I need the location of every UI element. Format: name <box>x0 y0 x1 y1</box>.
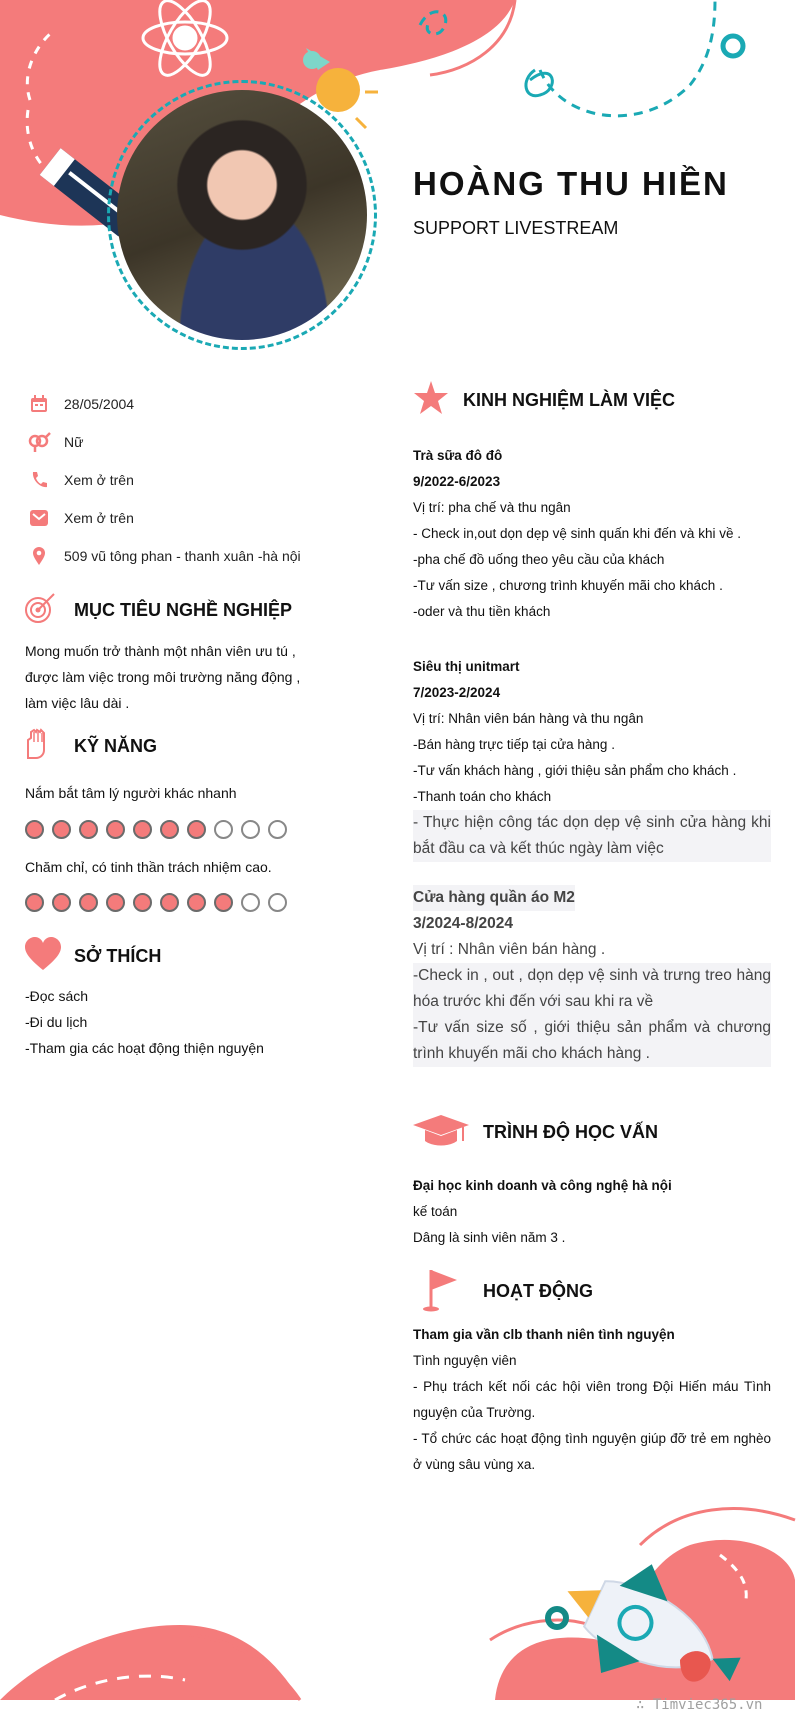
candidate-title: SUPPORT LIVESTREAM <box>413 218 619 238</box>
rating-dot-filled <box>52 820 71 839</box>
objective-heading: MỤC TIÊU NGHỀ NGHIỆP <box>74 600 293 620</box>
activity-line: - Tổ chức các hoạt động tình nguyện giúp đỡ trẻ em nghèo ở vùng sâu vùng xa. <box>413 1431 771 1472</box>
rating-dot-filled <box>79 893 98 912</box>
contact-gender-value: Nữ <box>64 434 84 450</box>
contact-list <box>26 385 301 575</box>
objective-line: làm việc lâu dài . <box>25 695 130 711</box>
job-line: -oder và thu tiền khách <box>413 604 551 619</box>
hobbies-heading: SỞ THÍCH <box>74 946 162 966</box>
hobbies-section-header <box>24 937 161 976</box>
job-line: - Check in,out dọn dẹp vệ sinh quấn khi đến và khi về . <box>413 526 741 541</box>
hobbies-list <box>25 983 264 1061</box>
job-line: -pha chế đồ uống theo yêu cầu của khách <box>413 552 665 567</box>
objective-text <box>25 638 317 716</box>
rating-dot-filled <box>187 820 206 839</box>
rating-dot-filled <box>25 893 44 912</box>
job-line: -Tư vấn size số , giới thiệu sản phẩm và chương trình khuyến mãi cho khách hàng . <box>413 1015 771 1067</box>
job-company: Siêu thị unitmart <box>413 659 520 674</box>
rating-dot-filled <box>187 893 206 912</box>
job-entry <box>413 654 771 862</box>
skill-label: Chăm chỉ, có tinh thần trách nhiệm cao. <box>25 859 272 875</box>
contact-address-value: 509 vũ tông phan - thanh xuân -hà nội <box>64 548 301 564</box>
job-line: Vị trí: pha chế và thu ngân <box>413 500 571 515</box>
hobby-item: -Đi du lịch <box>25 1014 88 1030</box>
objective-line: Mong muốn trở thành một nhân viên ưu tú , <box>25 643 296 659</box>
rating-dot-filled <box>133 820 152 839</box>
job-line: Vị trí: Nhân viên bán hàng và thu ngân <box>413 711 644 726</box>
job-company: Trà sữa đô đô <box>413 448 503 463</box>
activities-heading: HOẠT ĐỘNG <box>483 1281 593 1301</box>
email-icon <box>26 508 52 528</box>
job-line: -Check in , out , dọn dẹp vệ sinh và trưng treo hàng hóa trước khi đến với sau khi ra về <box>413 963 771 1015</box>
education-heading: TRÌNH ĐỘ HỌC VẤN <box>483 1122 658 1142</box>
rating-dot-filled <box>160 893 179 912</box>
hobby-item: -Đọc sách <box>25 988 89 1004</box>
school-major: kế toán <box>413 1204 458 1219</box>
gender-icon <box>26 432 52 452</box>
contact-email-value[interactable]: Xem ở trên <box>64 510 134 526</box>
rating-dot-filled <box>25 820 44 839</box>
education-section-header <box>413 1113 658 1152</box>
hand-icon <box>24 728 74 765</box>
location-icon <box>26 546 52 566</box>
skills-section-header <box>24 728 157 765</box>
school-note: Dâng là sinh viên năm 3 . <box>413 1230 566 1245</box>
rating-dot-filled <box>106 893 125 912</box>
activity-line: - Phụ trách kết nối các hội viên trong Đội Hiến máu Tình nguyện của Trường. <box>413 1379 771 1420</box>
rating-dot-filled <box>160 820 179 839</box>
rating-dot-empty <box>241 820 260 839</box>
heart-icon <box>24 937 74 976</box>
job-line: - Thực hiện công tác dọn dẹp vệ sinh cửa hàng khi bắt đầu ca và kết thúc ngày làm việc <box>413 810 771 862</box>
job-company: Cửa hàng quần áo M2 <box>413 885 575 911</box>
experience-heading: KINH NGHIỆM LÀM VIỆC <box>463 390 676 410</box>
job-period: 7/2023-2/2024 <box>413 685 501 700</box>
activity-role: Tình nguyện viên <box>413 1353 517 1368</box>
rating-dot-empty <box>268 893 287 912</box>
job-line: Vị trí : Nhân viên bán hàng . <box>413 941 606 958</box>
contact-birthdate <box>26 385 301 423</box>
objective-line: được làm việc trong môi trường năng động , <box>25 669 301 685</box>
job-period: 9/2022-6/2023 <box>413 474 501 489</box>
contact-address <box>26 537 301 575</box>
job-line: -Tư vấn khách hàng , giới thiệu sản phẩm cho khách . <box>413 763 737 778</box>
activity-entry <box>413 1322 771 1478</box>
graduation-cap-icon <box>413 1113 483 1152</box>
job-line: -Thanh toán cho khách <box>413 789 552 804</box>
rating-dot-empty <box>268 820 287 839</box>
skills-heading: KỸ NĂNG <box>74 736 158 756</box>
job-period: 3/2024-8/2024 <box>413 915 513 932</box>
job-entry <box>413 443 771 625</box>
flag-icon <box>413 1266 483 1317</box>
skill-label: Nắm bắt tâm lý người khác nhanh <box>25 785 237 801</box>
star-icon <box>413 381 463 420</box>
contact-birthdate-value: 28/05/2004 <box>64 396 135 412</box>
rating-dot-filled <box>214 893 233 912</box>
experience-section-header <box>413 381 675 420</box>
activities-section-header <box>413 1266 593 1317</box>
contact-phone <box>26 461 301 499</box>
contact-email <box>26 499 301 537</box>
contact-phone-value[interactable]: Xem ở trên <box>64 472 134 488</box>
education-entry <box>413 1173 771 1251</box>
calendar-icon <box>26 394 52 414</box>
activity-title: Tham gia vần clb thanh niên tình nguyện <box>413 1327 675 1342</box>
profile-photo <box>117 90 367 340</box>
rating-dot-filled <box>133 893 152 912</box>
job-line: -Bán hàng trực tiếp tại cửa hàng . <box>413 737 615 752</box>
rating-dot-empty <box>241 893 260 912</box>
target-icon <box>24 592 74 629</box>
rating-dot-filled <box>52 893 71 912</box>
objective-section-header <box>24 592 292 629</box>
hobby-item: -Tham gia các hoạt động thiện nguyện <box>25 1040 264 1056</box>
candidate-name: HOÀNG THU HIỀN <box>413 165 729 202</box>
school-name: Đại học kinh doanh và công nghệ hà nội <box>413 1178 672 1193</box>
rating-dot-empty <box>214 820 233 839</box>
rating-dot-filled <box>106 820 125 839</box>
phone-icon <box>26 470 52 490</box>
rating-dot-filled <box>79 820 98 839</box>
watermark: ∴ Timviec365.vn <box>636 1697 763 1713</box>
job-entry <box>413 885 771 1067</box>
skill-rating <box>25 820 287 839</box>
skill-rating <box>25 893 287 912</box>
contact-gender <box>26 423 301 461</box>
job-line: -Tư vấn size , chương trình khuyến mãi cho khách . <box>413 578 723 593</box>
